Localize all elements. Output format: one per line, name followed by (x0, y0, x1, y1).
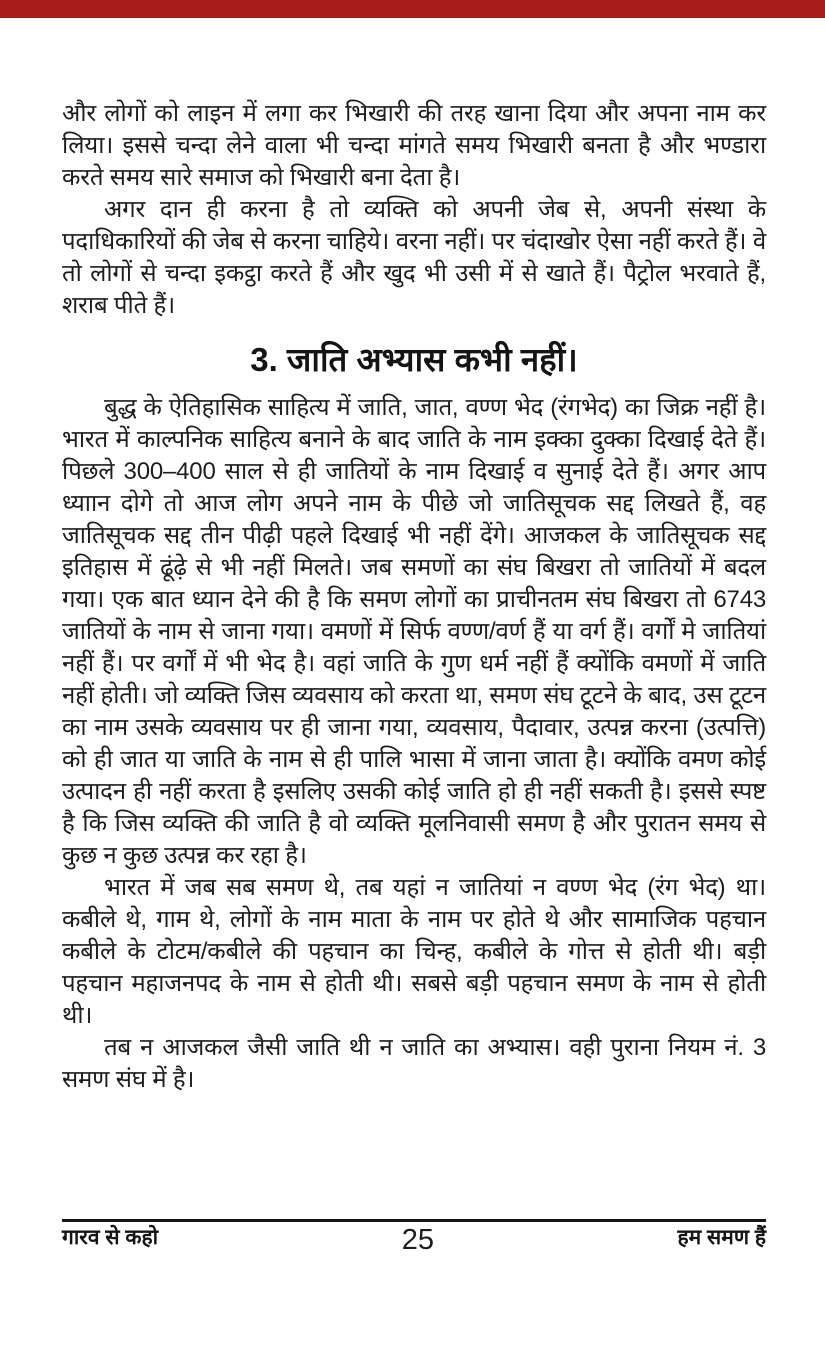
section-heading: 3. जाति अभ्यास कभी नहीं। (250, 341, 578, 378)
paragraph: बुद्ध के ऐतिहासिक साहित्य में जाति, जात, वण्ण भेद (रंगभेद) का जिक्र नहीं है। भारत में काल्पनिक साहित्य बनाने के बाद जाति के नाम इक्का दुक्का दिखाई देते हैं। पिछले 300–400 साल से ही जातियों के नाम दिखाई व सुनाई देते हैं। अगर आप ध्याान दोगे तो आज लोग अपने नाम के पीछे जो जातिसूचक सद्द लिखते हैं, वह जातिसूचक सद्द तीन पीढ़ी पहले दिखाई भी नहीं देंगे। आजकल के जातिसूचक सद्द इतिहास में ढूंढ़े से भी नहीं मिलते। जब समणों का संघ बिखरा तो जातियों में बदल गया। एक बात ध्यान देने की है कि समण लोगों का प्राचीनतम संघ बिखरा तो 6743 जातियों के नाम से जाना गया। वमणों में सिर्फ वण्ण/वर्ण हैं या वर्ग हैं। वर्गों मे जातियां नहीं हैं। पर वर्गों में भी भेद है। वहां जाति के गुण धर्म नहीं हैं क्योंकि वमणों में जाति नहीं होती। जो व्यक्ति जिस व्यवसाय को करता था, समण संघ टूटने के बाद, उस टूटन का नाम उसके व्यवसाय पर ही जाना गया, व्यवसाय, पैदावार, उत्पन्न करना (उत्पत्ति) को ही जात या जाति के नाम से ही पालि भासा में जाना जाता है। क्योंकि वमण कोई उत्पादन ही नहीं करता है इसलिए उसकी कोई जाति हो ही नहीं सकती है। इससे स्पष्ट है कि जिस व्यक्ति की जाति है वो व्यक्ति मूलनिवासी समण है और पुरातन समय से कुछ न कुछ उत्पन्न कर रहा है। (62, 394, 766, 869)
footer-book-title: गारव से कहो (62, 1226, 159, 1249)
footer-section-title: हम समण हैं (677, 1226, 766, 1249)
footer-rule (62, 1219, 766, 1222)
page-footer (62, 1219, 766, 1257)
page-number: 25 (401, 1224, 434, 1256)
footer-row (62, 1223, 766, 1257)
paragraph-continuation: और लोगों को लाइन में लगा कर भिखारी की तरह खाना दिया और अपना नाम कर लिया। इससे चन्दा लेने वाला भी चन्दा मांगते समय भिखारी बनता है और भण्डारा करते समय सारे समाज को भिखारी बना देता है। (62, 100, 766, 191)
top-red-bar (0, 0, 825, 18)
paragraph: भारत में जब सब समण थे, तब यहां न जातियां न वण्ण भेद (रंग भेद) था। कबीले थे, गाम थे, लोगों के नाम माता के नाम पर होते थे और सामाजिक पहचान कबीले के टोटम/कबीले की पहचान का चिन्ह, कबीले के गोत्त से होती थी। बड़ी पहचान महाजनपद के नाम से होती थी। सबसे बड़ी पहचान समण के नाम से होती थी। (62, 874, 766, 1029)
paragraph: अगर दान ही करना है तो व्यक्ति को अपनी जेब से, अपनी संस्था के पदाधिकारियों की जेब से करना चाहिये। वरना नहीं। पर चंदाखोर ऐसा नहीं करते हैं। वे तो लोगों से चन्दा इकट्ठा करते हैं और खुद भी उसी में से खाते हैं। पैट्रोल भरवाते हैं, शराब पीते हैं। (62, 196, 766, 319)
paragraph: तब न आजकल जैसी जाति थी न जाति का अभ्यास। वही पुराना नियम नं. 3 समण संघ में है। (62, 1034, 766, 1093)
page-content (62, 98, 766, 1096)
